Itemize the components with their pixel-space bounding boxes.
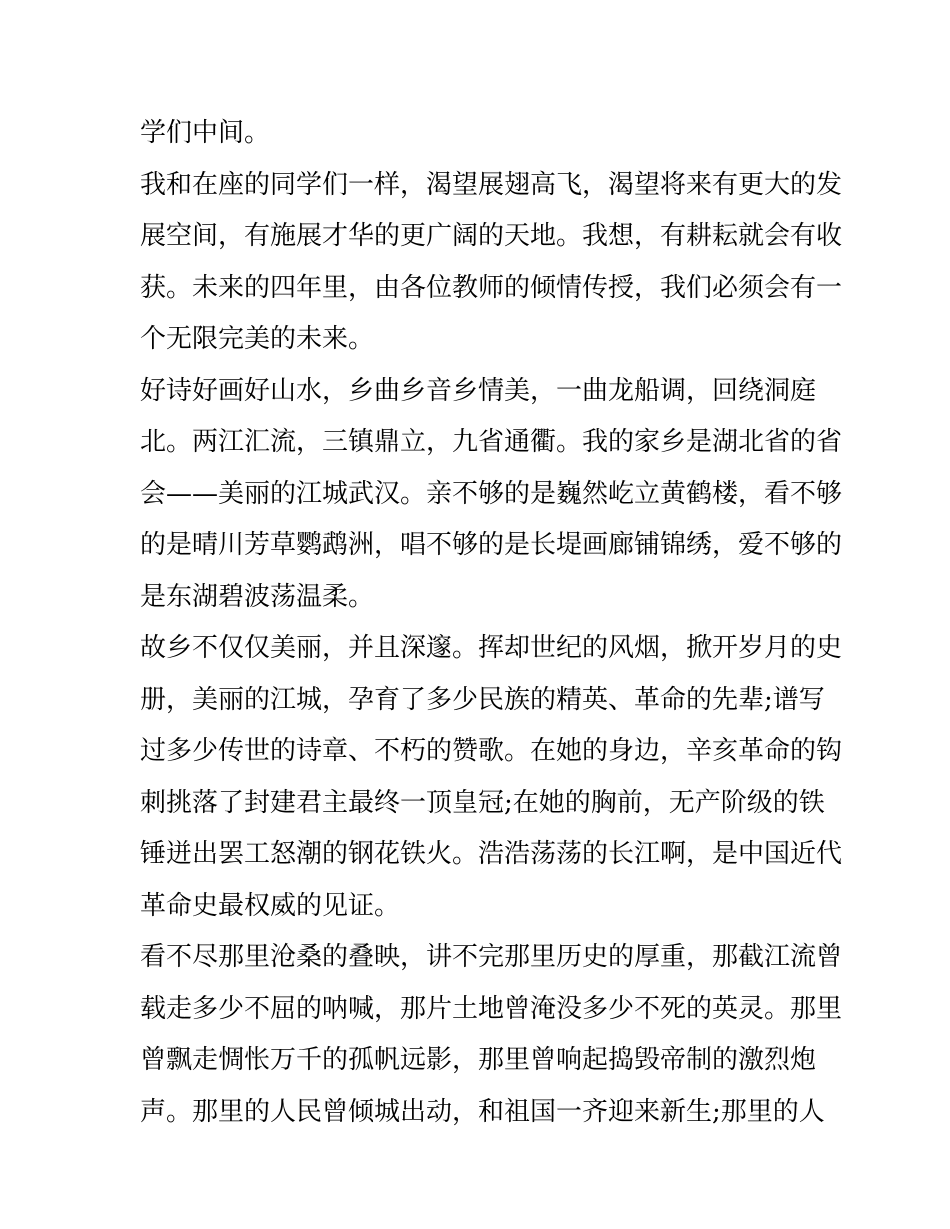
text-line: 曾飘走惆怅万千的孤帆远影，那里曾响起捣毁帝制的激烈炮 [140,1045,817,1075]
text-line: 故乡不仅仅美丽，并且深邃。挥却世纪的风烟，掀开岁月的史 [140,633,843,663]
text-line: 过多少传世的诗章、不朽的赞歌。在她的身边，辛亥革命的钩 [140,736,843,766]
text-line: 的是晴川芳草鹦鹉洲，唱不够的是长堤画廊铺锦绣，爱不够的 [140,530,843,560]
text-line: 好诗好画好山水，乡曲乡音乡情美，一曲龙船调，回绕洞庭 [140,375,817,406]
text-line: 革命史最权威的见证。 [140,890,401,921]
text-line: 刺挑落了封建君主最终一顶皇冠;在她的胸前，无产阶级的铁 [140,787,825,818]
document-body [140,108,843,1138]
text-line: 载走多少不屈的呐喊，那片土地曾淹没多少不死的英灵。那里 [140,993,843,1024]
text-line: 声。那里的人民曾倾城出动，和祖国一齐迎来新生;那里的人 [140,1096,825,1127]
text-line: 是东湖碧波荡温柔。 [140,581,375,612]
text-line: 获。未来的四年里，由各位教师的倾情传授，我们必须会有一 [140,272,843,303]
text-line: 锤迸出罢工怒潮的钢花铁火。浩浩荡荡的长江啊，是中国近代 [140,839,843,869]
text-line: 看不尽那里沧桑的叠映，讲不完那里历史的厚重，那截江流曾 [140,942,843,972]
text-line: 学们中间。 [140,118,271,148]
text-line: 展空间，有施展才华的更广阔的天地。我想，有耕耘就会有收 [140,221,843,251]
text-line: 个无限完美的未来。 [140,324,375,354]
text-line: 我和在座的同学们一样，渴望展翅高飞，渴望将来有更大的发 [140,169,843,200]
text-line: 北。两江汇流，三镇鼎立，九省通衢。我的家乡是湖北省的省 [140,427,843,457]
text-line: 会——美丽的江城武汉。亲不够的是巍然屹立黄鹤楼，看不够 [140,478,843,509]
text-line: 册，美丽的江城，孕育了多少民族的精英、革命的先辈;谱写 [140,684,825,715]
